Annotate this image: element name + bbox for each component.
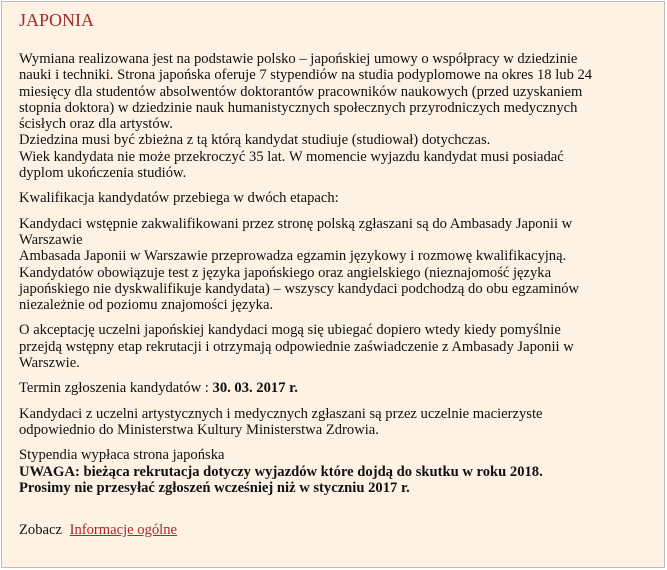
stage-line: niezależnie od poziomu znajomości języka. — [19, 297, 274, 314]
age-requirement-line: dyplom ukończenia studiów. — [19, 165, 187, 182]
intro-paragraph — [19, 51, 647, 181]
age-requirement-line: Wiek kandydata nie może przekroczyć 35 lat. W momencie wyjazdu kandydat musi posiadać — [19, 148, 564, 165]
art-medical-line: Kandydaci z uczelni artystycznych i medycznych zgłaszani są przez uczelnie macierzyste — [19, 405, 543, 422]
intro-line: ścisłych oraz dla artystów. — [19, 116, 173, 133]
general-info-link[interactable]: Informacje ogólne — [69, 522, 177, 539]
acceptance-paragraph — [19, 322, 647, 371]
stage-line: Ambasada Japonii w Warszawie przeprowadza egzamin językowy i rozmowę kwalifikacyjną. — [19, 248, 567, 265]
stage-line: japońskiego nie dyskwalifikuje kandydata) – wszyscy kandydaci podchodzą do obu egzaminów — [19, 280, 580, 297]
stage-line: Kandydaci wstępnie zakwalifikowani przez stronę polską zgłaszani są do Ambasady Japonii w — [19, 215, 573, 232]
spacer — [19, 496, 647, 522]
acceptance-line: Warszwie. — [19, 355, 80, 372]
qualification-intro: Kwalifikacja kandydatów przebiega w dwóch etapach: — [19, 190, 339, 207]
see-also-label: Zobacz — [19, 522, 62, 539]
acceptance-line: O akceptację uczelni japońskiej kandydaci mogą się ubiegać dopiero wtedy kiedy pomyślnie — [19, 322, 561, 339]
stage-line: Warszawie — [19, 231, 83, 248]
warning-line: UWAGA: bieżąca rekrutacja dotyczy wyjazdów które dojdą do skutku w roku 2018. — [19, 463, 543, 480]
stipend-paragraph — [19, 447, 647, 496]
stipend-line: Stypendia wypłaca strona japońska — [19, 447, 225, 464]
art-medical-line: odpowiednio do Ministerstwa Kultury Ministerstwa Zdrowia. — [19, 421, 379, 438]
stage-line: Kandydatów obowiązuje test z języka japońskiego oraz angielskiego (nieznajomość języka — [19, 264, 552, 281]
art-medical-paragraph — [19, 406, 647, 439]
see-also — [19, 522, 647, 538]
page-title: JAPONIA — [19, 10, 95, 30]
deadline-label: Termin zgłoszenia kandydatów : — [19, 380, 213, 397]
acceptance-line: przejdą wstępny etap rekrutacji i otrzymają odpowiednie zaświadczenie z Ambasady Japonii w — [19, 338, 574, 355]
field-requirement-line: Dziedzina musi być zbieżna z tą którą kandydat studiuje (studiował) dotychczas. — [19, 132, 491, 149]
deadline-paragraph — [19, 380, 647, 396]
intro-line: nauki i techniki. Strona japońska oferuje 7 stypendiów na studia podyplomowe na okres 18 lub 24 — [19, 67, 593, 84]
qualification-stages — [19, 216, 647, 314]
deadline-date: 30. 03. 2017 r. — [212, 380, 298, 397]
intro-line: Wymiana realizowana jest na podstawie polsko – japońskiej umowy o współpracy w dziedzinie — [19, 51, 578, 67]
warning-line: Prosimy nie przesyłać zgłoszeń wcześniej niż w styczniu 2017 r. — [19, 479, 410, 496]
intro-line: miesięcy dla studentów absolwentów doktorantów pracowników naukowych (przed uzyskaniem — [19, 83, 583, 100]
content-panel — [1, 1, 665, 568]
intro-line: stopnia doktora) w dziedzinie nauk humanistycznych społecznych przyrodniczych medycznych — [19, 99, 578, 116]
